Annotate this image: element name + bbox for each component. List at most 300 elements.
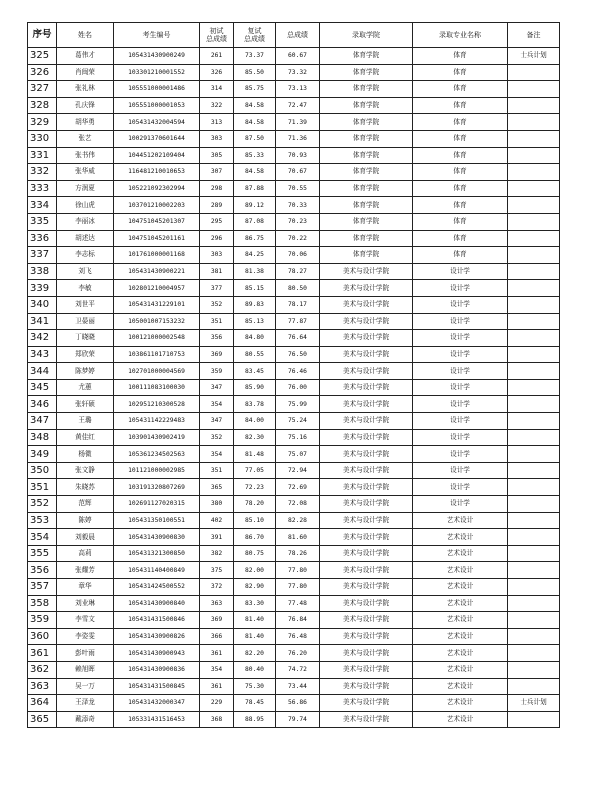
cell-note	[508, 678, 560, 695]
cell-name: 陈婷	[57, 512, 114, 529]
cell-note	[508, 661, 560, 678]
cell-total-score: 75.07	[276, 446, 320, 463]
cell-name: 李丽冰	[57, 213, 114, 230]
cell-total-score: 77.80	[276, 579, 320, 596]
cell-retest-score: 83.78	[234, 396, 276, 413]
cell-name: 李姿雯	[57, 628, 114, 645]
cell-college: 体育学院	[320, 48, 413, 65]
cell-seq: 352	[28, 496, 57, 513]
cell-exam-no: 105431140400849	[114, 562, 200, 579]
cell-major: 设计学	[413, 462, 508, 479]
cell-initial-score: 295	[200, 213, 234, 230]
cell-retest-score: 75.30	[234, 678, 276, 695]
cell-college: 美术与设计学院	[320, 296, 413, 313]
cell-initial-score: 261	[200, 48, 234, 65]
cell-total-score: 70.22	[276, 230, 320, 247]
cell-major: 体育	[413, 81, 508, 98]
cell-exam-no: 105431430900830	[114, 529, 200, 546]
cell-major: 艺术设计	[413, 545, 508, 562]
cell-initial-score: 361	[200, 678, 234, 695]
cell-seq: 332	[28, 164, 57, 181]
cell-college: 美术与设计学院	[320, 280, 413, 297]
cell-seq: 338	[28, 263, 57, 280]
cell-name: 杨微	[57, 446, 114, 463]
cell-name: 刘业琳	[57, 595, 114, 612]
cell-exam-no: 105431431500846	[114, 612, 200, 629]
cell-college: 美术与设计学院	[320, 695, 413, 712]
cell-retest-score: 73.37	[234, 48, 276, 65]
cell-retest-score: 82.20	[234, 645, 276, 662]
cell-total-score: 75.16	[276, 429, 320, 446]
cell-major: 设计学	[413, 330, 508, 347]
cell-initial-score: 229	[200, 695, 234, 712]
cell-exam-no: 105431431500845	[114, 678, 200, 695]
cell-initial-score: 368	[200, 711, 234, 728]
cell-initial-score: 326	[200, 64, 234, 81]
cell-note	[508, 280, 560, 297]
cell-initial-score: 322	[200, 97, 234, 114]
cell-initial-score: 369	[200, 612, 234, 629]
cell-name: 张华威	[57, 164, 114, 181]
cell-name: 刘飞	[57, 263, 114, 280]
cell-retest-score: 80.55	[234, 346, 276, 363]
cell-exam-no: 100111083100030	[114, 379, 200, 396]
cell-college: 美术与设计学院	[320, 429, 413, 446]
cell-note	[508, 462, 560, 479]
cell-exam-no: 104451202109404	[114, 147, 200, 164]
cell-college: 美术与设计学院	[320, 678, 413, 695]
cell-total-score: 70.93	[276, 147, 320, 164]
cell-seq: 365	[28, 711, 57, 728]
cell-college: 体育学院	[320, 81, 413, 98]
cell-initial-score: 402	[200, 512, 234, 529]
cell-major: 设计学	[413, 263, 508, 280]
cell-seq: 356	[28, 562, 57, 579]
cell-seq: 358	[28, 595, 57, 612]
cell-seq: 361	[28, 645, 57, 662]
cell-total-score: 76.20	[276, 645, 320, 662]
cell-exam-no: 105431430900840	[114, 595, 200, 612]
cell-name: 张轩硕	[57, 396, 114, 413]
cell-college: 美术与设计学院	[320, 346, 413, 363]
cell-seq: 328	[28, 97, 57, 114]
cell-seq: 335	[28, 213, 57, 230]
cell-college: 体育学院	[320, 147, 413, 164]
cell-total-score: 77.87	[276, 313, 320, 330]
table-row	[28, 330, 560, 347]
cell-name: 方润夏	[57, 180, 114, 197]
cell-retest-score: 81.40	[234, 612, 276, 629]
cell-exam-no: 100291370601644	[114, 130, 200, 147]
cell-exam-no: 105001007153232	[114, 313, 200, 330]
cell-retest-score: 84.80	[234, 330, 276, 347]
cell-initial-score: 391	[200, 529, 234, 546]
cell-college: 体育学院	[320, 180, 413, 197]
cell-note	[508, 197, 560, 214]
table-row	[28, 379, 560, 396]
cell-retest-score: 84.00	[234, 413, 276, 430]
cell-total-score: 78.17	[276, 296, 320, 313]
cell-retest-score: 81.40	[234, 628, 276, 645]
cell-note	[508, 628, 560, 645]
cell-major: 体育	[413, 64, 508, 81]
cell-initial-score: 313	[200, 114, 234, 131]
cell-college: 体育学院	[320, 230, 413, 247]
cell-exam-no: 105431430900836	[114, 661, 200, 678]
cell-seq: 331	[28, 147, 57, 164]
cell-initial-score: 307	[200, 164, 234, 181]
cell-retest-score: 85.15	[234, 280, 276, 297]
cell-note	[508, 562, 560, 579]
cell-note	[508, 379, 560, 396]
cell-total-score: 79.74	[276, 711, 320, 728]
cell-college: 美术与设计学院	[320, 363, 413, 380]
cell-retest-score: 89.83	[234, 296, 276, 313]
cell-retest-score: 87.08	[234, 213, 276, 230]
cell-seq: 360	[28, 628, 57, 645]
cell-retest-score: 78.45	[234, 695, 276, 712]
cell-name: 徐山虎	[57, 197, 114, 214]
cell-seq: 325	[28, 48, 57, 65]
table-row	[28, 197, 560, 214]
cell-seq: 340	[28, 296, 57, 313]
cell-name: 张文静	[57, 462, 114, 479]
table-row	[28, 628, 560, 645]
table-body	[28, 48, 560, 728]
cell-name: 高莉	[57, 545, 114, 562]
cell-note	[508, 147, 560, 164]
cell-name: 陈梦婷	[57, 363, 114, 380]
cell-total-score: 74.72	[276, 661, 320, 678]
cell-exam-no: 105431424500552	[114, 579, 200, 596]
cell-total-score: 56.86	[276, 695, 320, 712]
admission-table	[27, 22, 560, 728]
cell-note	[508, 296, 560, 313]
cell-college: 美术与设计学院	[320, 462, 413, 479]
cell-initial-score: 382	[200, 545, 234, 562]
cell-seq: 334	[28, 197, 57, 214]
table-row	[28, 595, 560, 612]
table-row	[28, 296, 560, 313]
cell-major: 体育	[413, 147, 508, 164]
cell-major: 设计学	[413, 296, 508, 313]
cell-exam-no: 105431430900943	[114, 645, 200, 662]
cell-name: 范辉	[57, 496, 114, 513]
cell-seq: 344	[28, 363, 57, 380]
header-initial-line1: 初试	[209, 27, 224, 35]
cell-initial-score: 303	[200, 247, 234, 264]
cell-initial-score: 347	[200, 379, 234, 396]
cell-exam-no: 102801210004957	[114, 280, 200, 297]
cell-college: 美术与设计学院	[320, 595, 413, 612]
cell-college: 体育学院	[320, 247, 413, 264]
cell-note	[508, 396, 560, 413]
cell-initial-score: 296	[200, 230, 234, 247]
table-row	[28, 263, 560, 280]
cell-retest-score: 82.90	[234, 579, 276, 596]
cell-initial-score: 347	[200, 413, 234, 430]
cell-exam-no: 102701000004569	[114, 363, 200, 380]
cell-exam-no: 104751045201161	[114, 230, 200, 247]
cell-major: 体育	[413, 130, 508, 147]
cell-note	[508, 81, 560, 98]
table-row	[28, 147, 560, 164]
cell-retest-score: 85.10	[234, 512, 276, 529]
cell-name: 刘毅晨	[57, 529, 114, 546]
cell-note	[508, 496, 560, 513]
cell-major: 艺术设计	[413, 529, 508, 546]
table-row	[28, 247, 560, 264]
cell-exam-no: 116481210010653	[114, 164, 200, 181]
header-retest-score	[234, 23, 276, 48]
cell-total-score: 76.64	[276, 330, 320, 347]
cell-major: 设计学	[413, 413, 508, 430]
table-row	[28, 678, 560, 695]
cell-initial-score: 305	[200, 147, 234, 164]
cell-seq: 346	[28, 396, 57, 413]
cell-initial-score: 380	[200, 496, 234, 513]
cell-total-score: 70.55	[276, 180, 320, 197]
table-row	[28, 313, 560, 330]
cell-note	[508, 180, 560, 197]
cell-exam-no: 105431430900221	[114, 263, 200, 280]
cell-name: 刘世平	[57, 296, 114, 313]
cell-major: 设计学	[413, 313, 508, 330]
cell-name: 彭叶雨	[57, 645, 114, 662]
table-row	[28, 114, 560, 131]
cell-total-score: 73.44	[276, 678, 320, 695]
cell-seq: 343	[28, 346, 57, 363]
cell-retest-score: 83.45	[234, 363, 276, 380]
table-row	[28, 562, 560, 579]
cell-retest-score: 86.75	[234, 230, 276, 247]
cell-name: 黄佳红	[57, 429, 114, 446]
cell-major: 体育	[413, 230, 508, 247]
cell-retest-score: 86.70	[234, 529, 276, 546]
cell-total-score: 76.50	[276, 346, 320, 363]
cell-name: 葛伟才	[57, 48, 114, 65]
cell-note	[508, 612, 560, 629]
cell-exam-no: 105431432000347	[114, 695, 200, 712]
table-row	[28, 645, 560, 662]
cell-retest-score: 85.90	[234, 379, 276, 396]
cell-note	[508, 330, 560, 347]
cell-initial-score: 361	[200, 645, 234, 662]
header-initial-line2: 总成绩	[206, 35, 227, 43]
cell-note	[508, 529, 560, 546]
cell-initial-score: 365	[200, 479, 234, 496]
table-row	[28, 529, 560, 546]
cell-seq: 351	[28, 479, 57, 496]
cell-total-score: 72.94	[276, 462, 320, 479]
cell-initial-score: 354	[200, 396, 234, 413]
cell-college: 美术与设计学院	[320, 512, 413, 529]
cell-note	[508, 595, 560, 612]
cell-exam-no: 102951210300528	[114, 396, 200, 413]
cell-exam-no: 105431430900826	[114, 628, 200, 645]
header-college: 录取学院	[320, 23, 413, 48]
cell-major: 设计学	[413, 280, 508, 297]
cell-seq: 330	[28, 130, 57, 147]
cell-initial-score: 352	[200, 429, 234, 446]
cell-note: 士兵计划	[508, 48, 560, 65]
cell-total-score: 78.26	[276, 545, 320, 562]
cell-total-score: 70.67	[276, 164, 320, 181]
cell-seq: 355	[28, 545, 57, 562]
cell-major: 艺术设计	[413, 661, 508, 678]
cell-college: 美术与设计学院	[320, 645, 413, 662]
cell-college: 美术与设计学院	[320, 413, 413, 430]
cell-total-score: 76.48	[276, 628, 320, 645]
cell-total-score: 82.28	[276, 512, 320, 529]
cell-note	[508, 479, 560, 496]
table-row	[28, 180, 560, 197]
cell-seq: 339	[28, 280, 57, 297]
cell-college: 体育学院	[320, 197, 413, 214]
cell-exam-no: 103861101710753	[114, 346, 200, 363]
cell-retest-score: 84.58	[234, 97, 276, 114]
cell-name: 尤蕙	[57, 379, 114, 396]
cell-initial-score: 354	[200, 661, 234, 678]
cell-retest-score: 83.30	[234, 595, 276, 612]
cell-retest-score: 84.25	[234, 247, 276, 264]
cell-major: 艺术设计	[413, 562, 508, 579]
cell-retest-score: 85.75	[234, 81, 276, 98]
cell-retest-score: 77.05	[234, 462, 276, 479]
cell-college: 美术与设计学院	[320, 479, 413, 496]
cell-note	[508, 130, 560, 147]
cell-initial-score: 377	[200, 280, 234, 297]
cell-name: 丁晓晓	[57, 330, 114, 347]
cell-note	[508, 645, 560, 662]
cell-total-score: 71.39	[276, 114, 320, 131]
cell-college: 美术与设计学院	[320, 446, 413, 463]
table-row	[28, 446, 560, 463]
cell-college: 美术与设计学院	[320, 628, 413, 645]
cell-major: 体育	[413, 48, 508, 65]
table-row	[28, 164, 560, 181]
cell-seq: 326	[28, 64, 57, 81]
cell-note	[508, 429, 560, 446]
cell-college: 美术与设计学院	[320, 379, 413, 396]
cell-total-score: 70.23	[276, 213, 320, 230]
cell-seq: 348	[28, 429, 57, 446]
cell-retest-score: 78.20	[234, 496, 276, 513]
cell-initial-score: 314	[200, 81, 234, 98]
cell-major: 艺术设计	[413, 711, 508, 728]
cell-total-score: 77.80	[276, 562, 320, 579]
cell-total-score: 76.00	[276, 379, 320, 396]
table-row	[28, 48, 560, 65]
cell-name: 胡华勇	[57, 114, 114, 131]
cell-note	[508, 413, 560, 430]
cell-note	[508, 313, 560, 330]
table-row	[28, 346, 560, 363]
cell-major: 体育	[413, 114, 508, 131]
cell-note	[508, 263, 560, 280]
table-row	[28, 479, 560, 496]
cell-retest-score: 87.88	[234, 180, 276, 197]
cell-initial-score: 354	[200, 446, 234, 463]
cell-major: 艺术设计	[413, 628, 508, 645]
cell-name: 肖闽荣	[57, 64, 114, 81]
cell-exam-no: 100121000002548	[114, 330, 200, 347]
cell-major: 设计学	[413, 479, 508, 496]
cell-total-score: 73.32	[276, 64, 320, 81]
cell-exam-no: 105431350100551	[114, 512, 200, 529]
cell-exam-no: 105431321300850	[114, 545, 200, 562]
cell-college: 体育学院	[320, 64, 413, 81]
cell-exam-no: 101121000002985	[114, 462, 200, 479]
cell-name: 李志标	[57, 247, 114, 264]
header-note: 备注	[508, 23, 560, 48]
cell-total-score: 70.33	[276, 197, 320, 214]
cell-exam-no: 104751045201307	[114, 213, 200, 230]
cell-retest-score: 81.48	[234, 446, 276, 463]
cell-major: 设计学	[413, 346, 508, 363]
header-name: 姓名	[57, 23, 114, 48]
cell-seq: 336	[28, 230, 57, 247]
cell-retest-score: 87.50	[234, 130, 276, 147]
cell-retest-score: 81.38	[234, 263, 276, 280]
header-row	[28, 23, 560, 48]
cell-initial-score: 363	[200, 595, 234, 612]
cell-major: 体育	[413, 197, 508, 214]
cell-seq: 353	[28, 512, 57, 529]
cell-retest-score: 80.40	[234, 661, 276, 678]
cell-college: 美术与设计学院	[320, 545, 413, 562]
cell-name: 张艺	[57, 130, 114, 147]
cell-major: 体育	[413, 213, 508, 230]
cell-seq: 333	[28, 180, 57, 197]
cell-name: 李雪文	[57, 612, 114, 629]
cell-exam-no: 105431430900249	[114, 48, 200, 65]
cell-name: 孔庆锋	[57, 97, 114, 114]
cell-initial-score: 369	[200, 346, 234, 363]
cell-major: 艺术设计	[413, 695, 508, 712]
cell-college: 美术与设计学院	[320, 661, 413, 678]
cell-name: 胡述达	[57, 230, 114, 247]
cell-name: 吴一万	[57, 678, 114, 695]
cell-note	[508, 711, 560, 728]
cell-college: 美术与设计学院	[320, 612, 413, 629]
cell-retest-score: 82.30	[234, 429, 276, 446]
cell-name: 戴添奇	[57, 711, 114, 728]
cell-exam-no: 101761000001168	[114, 247, 200, 264]
cell-seq: 357	[28, 579, 57, 596]
table-row	[28, 695, 560, 712]
cell-college: 美术与设计学院	[320, 396, 413, 413]
cell-note	[508, 213, 560, 230]
cell-major: 体育	[413, 97, 508, 114]
cell-exam-no: 103701210002203	[114, 197, 200, 214]
cell-college: 体育学院	[320, 164, 413, 181]
cell-total-score: 77.48	[276, 595, 320, 612]
cell-college: 美术与设计学院	[320, 263, 413, 280]
table-row	[28, 213, 560, 230]
cell-college: 体育学院	[320, 114, 413, 131]
cell-initial-score: 352	[200, 296, 234, 313]
cell-exam-no: 105361234502563	[114, 446, 200, 463]
table-row	[28, 396, 560, 413]
header-initial-score	[200, 23, 234, 48]
cell-major: 设计学	[413, 396, 508, 413]
table-row	[28, 130, 560, 147]
cell-initial-score: 375	[200, 562, 234, 579]
cell-initial-score: 303	[200, 130, 234, 147]
table-row	[28, 429, 560, 446]
cell-college: 美术与设计学院	[320, 496, 413, 513]
